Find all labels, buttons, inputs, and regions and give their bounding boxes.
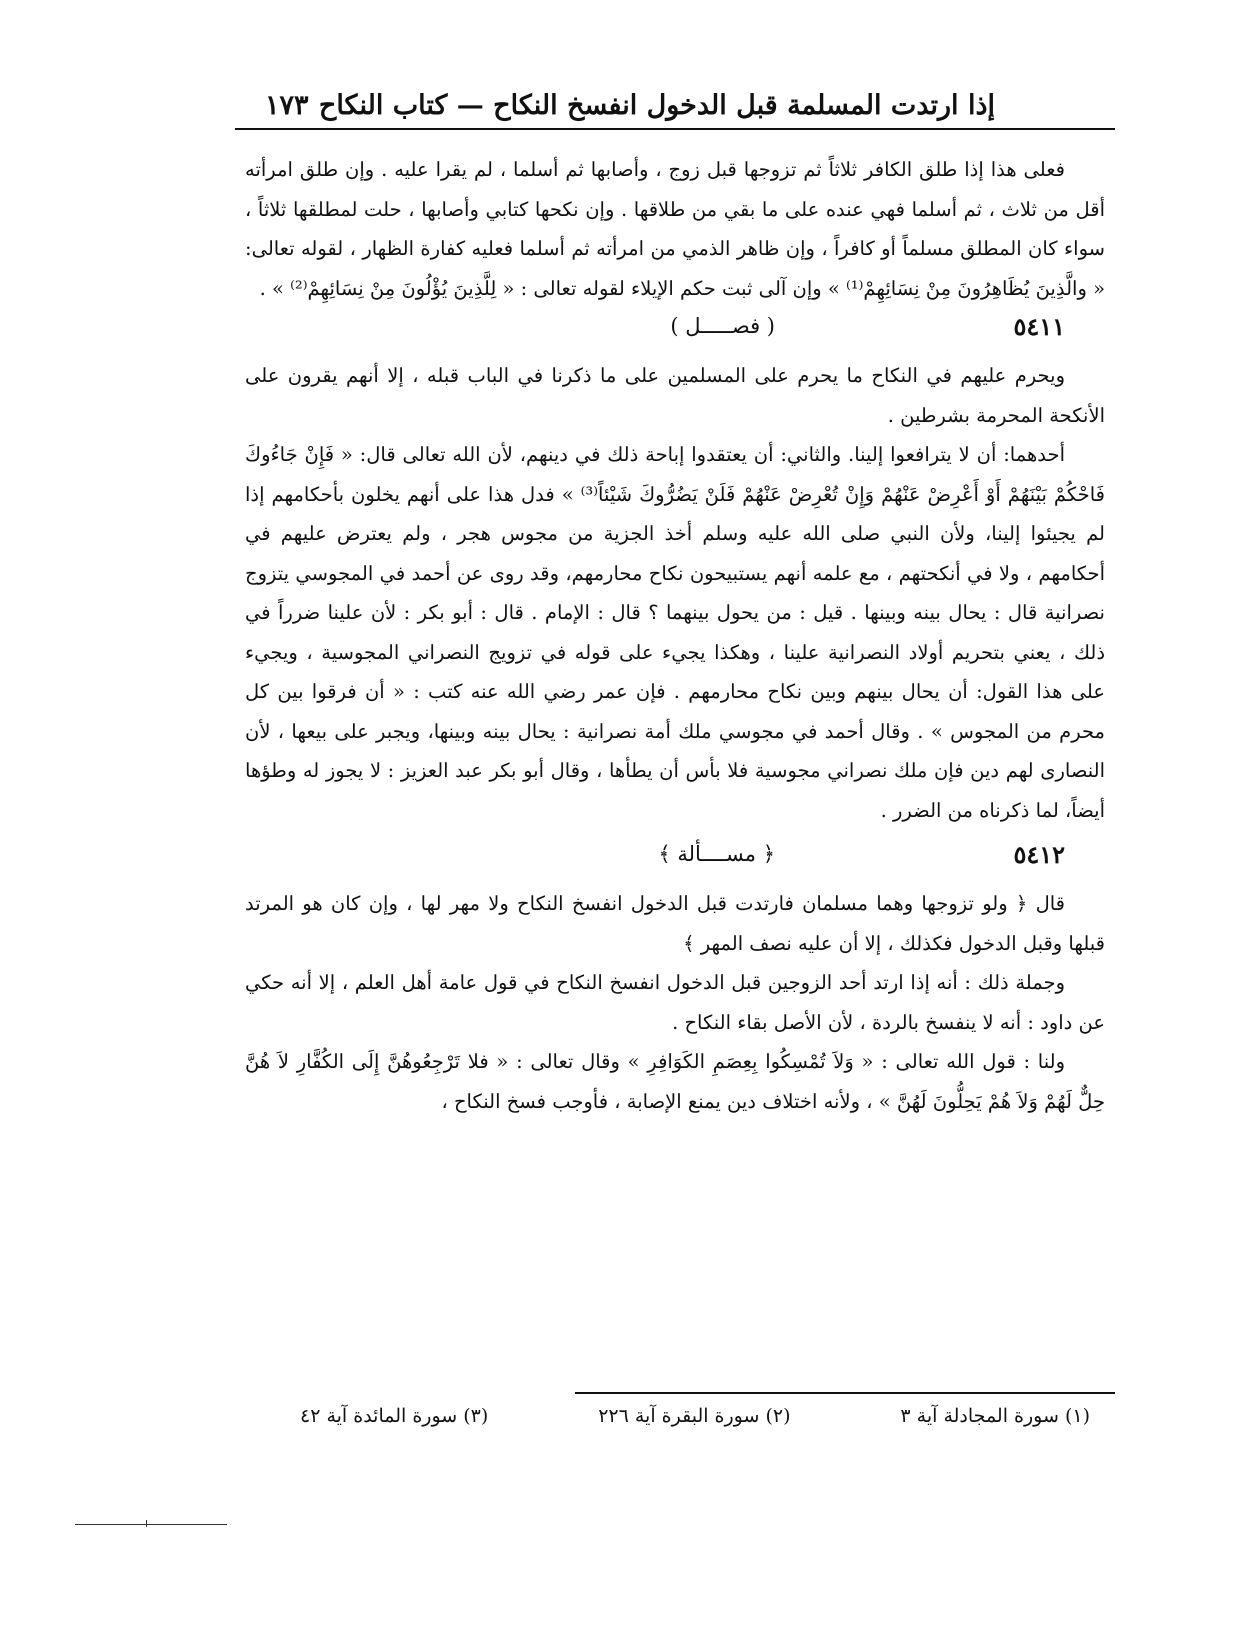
scan-margin-line	[75, 1524, 227, 1525]
section-number: ٥٤١١	[1013, 312, 1065, 341]
page-number: ١٧٣	[265, 89, 309, 121]
paragraph: ويحرم عليهم في النكاح ما يحرم على المسلمين على ما ذكرنا في الباب قبله ، إلا أنهم يقرون على الأنكحة المحرمة بشرطين .	[245, 364, 1105, 427]
scan-margin-tick	[146, 1520, 147, 1527]
paragraph-intro: فعلى هذا إذا طلق الكافر ثلاثاً ثم تزوجها قبل زوج ، وأصابها ثم أسلما ، لم يقرا عليه . وإن طلق امرأته أقل من ثلاث ، ثم أسلما فهي عنده على ما بقي من طلاقها . وإن نكحها كتابي وأصابها ، حلت لمطلقها ثلاثاً ، سواء كان المطلق مسلماً أو كافراً ، وإن ظاهر الذمي من امرأته ثم أسلما فعليه كفارة الظهار ، لقوله تعالى: « والَّذِينَ يُظَاهِرُونَ مِنْ نِسَائِهِمْ⁽¹⁾ » وإن آلى ثبت حكم الإيلاء لقوله تعالى : « لِلَّذِينَ يُؤْلُونَ مِنْ نِسَائِهِمْ⁽²⁾ » .	[245, 158, 1105, 300]
section-heading-5411	[245, 308, 1105, 356]
section-number: ٥٤١٢	[1013, 840, 1065, 869]
paragraph: ولنا : قول الله تعالى : « وَلاَ تُمْسِكُوا بِعِصَمِ الكَوَافِرِ » وقال تعالى : « فلا تَرْجِعُوهُنَّ إِلَى الكُفَّارِ لاَ هُنَّ حِلٌّ لَهُمْ وَلاَ هُمْ يَحِلُّونَ لَهُنَّ » ، ولأنه اختلاف دين يمنع الإصابة ، فأوجب فسخ النكاح ،	[245, 1050, 1105, 1113]
paragraph: أحدهما: أن لا يترافعوا إلينا. والثاني: أن يعتقدوا إباحة ذلك في دينهم، لأن الله تعالى قال: « فَإِنْ جَاءُوكَ فَاحْكُمْ بَيْنَهُمْ أَوْ أَعْرِضْ عَنْهُمْ وَإِنْ تُعْرِضْ عَنْهُمْ فَلَنْ يَضُرُّوكَ شَيْئاً⁽³⁾ » فدل هذا على أنهم يخلون بأحكامهم إذا لم يجيئوا إلينا، ولأن النبي صلى الله عليه وسلم أخذ الجزية من مجوس هجر ، ولم يعترض عليهم في أحكامهم ، ولا في أنكحتهم ، مع علمه أنهم يستبيحون نكاح محارمهم، وقد روى عن أحمد في المجوسي يتزوج نصرانية قال : يحال بينه وبينها . قيل : من يحول بينهما ؟ قال : الإمام . قال : أبو بكر : لأن علينا ضرراً في ذلك ، يعني بتحريم أولاد النصرانية علينا ، وهكذا يجيء على قوله في تزويج النصراني المجوسية ، ويجيء على هذا القول: أن يحال بينهم وبين نكاح محارمهم . فإن عمر رضي الله عنه كتب : « أن فرقوا بين كل محرم من المجوس » . وقال أحمد في مجوسي ملك أمة نصرانية : يحال بينه وبينها، ويجبر على بيعها ، لأن النصارى لهم دين فإن ملك نصراني مجوسية فلا بأس أن يطأها ، وقال أبو بكر عبد العزيز : لا يجوز له وطؤها أيضاً، لما ذكرناه من الضرر .	[245, 443, 1105, 822]
footnote-divider	[575, 1392, 1115, 1394]
section-title: ﴿ مســــألة ﴾	[658, 842, 775, 866]
section-title: ( فصـــــل )	[670, 314, 775, 338]
footnote: (٣) سورة المائدة آية ٤٢	[300, 1405, 489, 1427]
page-body	[245, 150, 1105, 1121]
footnotes	[300, 1405, 1090, 1427]
footnote: (١) سورة المجادلة آية ٣	[900, 1405, 1090, 1427]
paragraph: وجملة ذلك : أنه إذا ارتد أحد الزوجين قبل الدخول انفسخ النكاح في قول عامة أهل العلم ، إلا أنه حكي عن داود : أنه لا ينفسخ بالردة ، لأن الأصل بقاء النكاح .	[245, 971, 1105, 1034]
running-header	[235, 80, 1115, 130]
section-heading-5412	[245, 836, 1105, 884]
running-header-title: إذا ارتدت المسلمة قبل الدخول انفسخ النكاح — كتاب النكاح	[318, 89, 995, 121]
footnote: (٢) سورة البقرة آية ٢٢٦	[598, 1405, 791, 1427]
header-divider	[235, 128, 1115, 130]
paragraph: قال ﴿ ولو تزوجها وهما مسلمان فارتدت قبل الدخول انفسخ النكاح ولا مهر لها ، وإن كان هو المرتد قبلها وقبل الدخول فكذلك ، إلا أن عليه نصف المهر ﴾	[245, 892, 1105, 955]
